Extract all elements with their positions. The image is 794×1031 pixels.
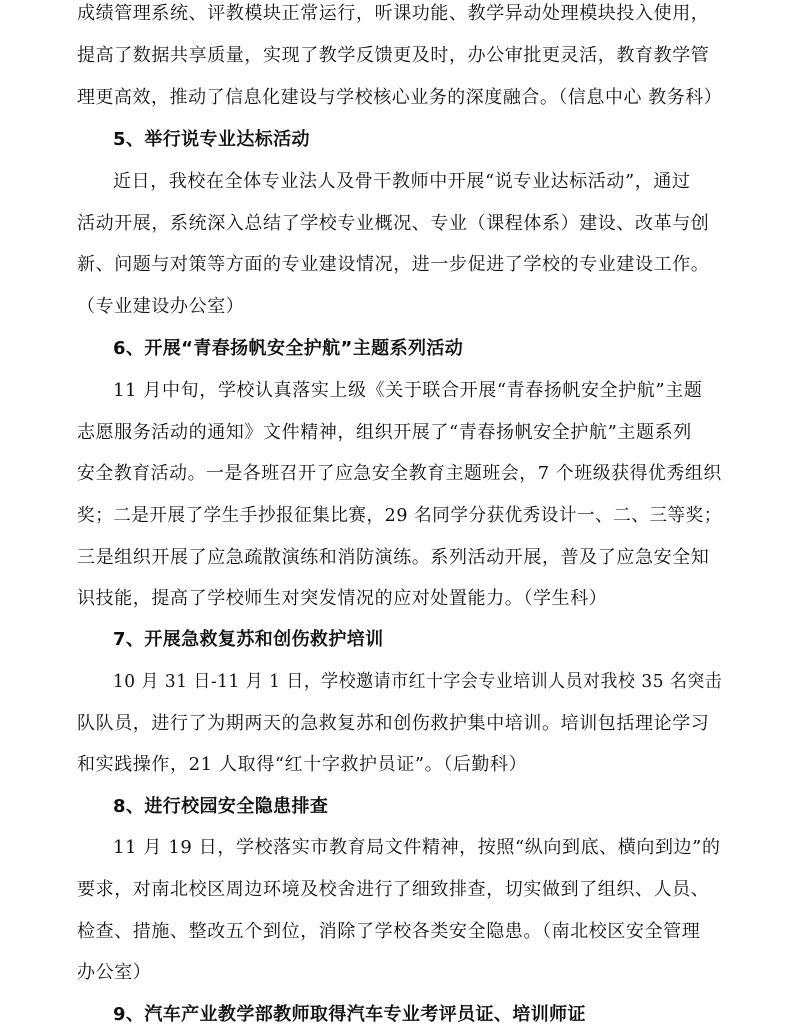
paragraph-line: （专业建设办公室） xyxy=(77,296,245,317)
section-heading: 9、汽车产业教学部教师取得汽车专业考评员证、培训师证 xyxy=(113,1004,586,1025)
paragraph-line: 11 月中旬，学校认真落实上级《关于联合开展“青春扬帆安全护航”主题 xyxy=(113,380,703,401)
paragraph-line: 要求，对南北校区周边环境及校舍进行了细致排查，切实做到了组织、人员、 xyxy=(77,879,710,900)
paragraph-line: 新、问题与对策等方面的专业建设情况，进一步促进了学校的专业建设工作。 xyxy=(77,254,710,275)
section-heading: 7、开展急救复苏和创伤救护培训 xyxy=(113,629,384,650)
paragraph-line: 三是组织开展了应急疏散演练和消防演练。系列活动开展，普及了应急安全知 xyxy=(77,547,710,568)
paragraph-line: 队队员，进行了为期两天的急救复苏和创伤救护集中培训。培训包括理论学习 xyxy=(77,713,710,734)
section-heading: 6、开展“青春扬帆安全护航”主题系列活动 xyxy=(113,338,464,359)
paragraph-line: 成绩管理系统、评教模块正常运行，听课功能、教学异动处理模块投入使用， xyxy=(77,3,710,24)
paragraph-line: 安全教育活动。一是各班召开了应急安全教育主题班会，7 个班级获得优秀组织 xyxy=(77,463,722,484)
paragraph-line: 办公室） xyxy=(77,962,152,983)
paragraph-line: 和实践操作，21 人取得“红十字救护员证”。（后勤科） xyxy=(77,754,528,775)
section-heading: 8、进行校园安全隐患排查 xyxy=(113,796,329,817)
paragraph-line: 10 月 31 日-11 月 1 日，学校邀请市红十字会专业培训人员对我校 35 名突击 xyxy=(113,671,723,692)
paragraph-line: 提高了数据共享质量，实现了教学反馈更及时，办公审批更灵活，教育教学管 xyxy=(77,45,710,66)
section-heading: 5、举行说专业达标活动 xyxy=(113,129,310,150)
paragraph-line: 识技能，提高了学校师生对突发情况的应对处置能力。（学生科） xyxy=(77,588,608,609)
paragraph-line: 检查、措施、整改五个到位，消除了学校各类安全隐患。（南北校区安全管理 xyxy=(77,921,701,942)
paragraph-line: 志愿服务活动的通知》文件精神，组织开展了“青春扬帆安全护航”主题系列 xyxy=(77,422,692,443)
paragraph-line: 活动开展，系统深入总结了学校专业概况、专业（课程体系）建设、改革与创 xyxy=(77,213,710,234)
paragraph-line: 理更高效，推动了信息化建设与学校核心业务的深度融合。（信息中心 教务科） xyxy=(77,87,723,108)
paragraph-line: 近日，我校在全体专业法人及骨干教师中开展“说专业达标活动”，通过 xyxy=(113,171,691,192)
paragraph-line: 11 月 19 日，学校落实市教育局文件精神，按照“纵向到底、横向到边”的 xyxy=(113,837,721,858)
paragraph-line: 奖；二是开展了学生手抄报征集比赛，29 名同学分获优秀设计一、二、三等奖； xyxy=(77,505,722,526)
